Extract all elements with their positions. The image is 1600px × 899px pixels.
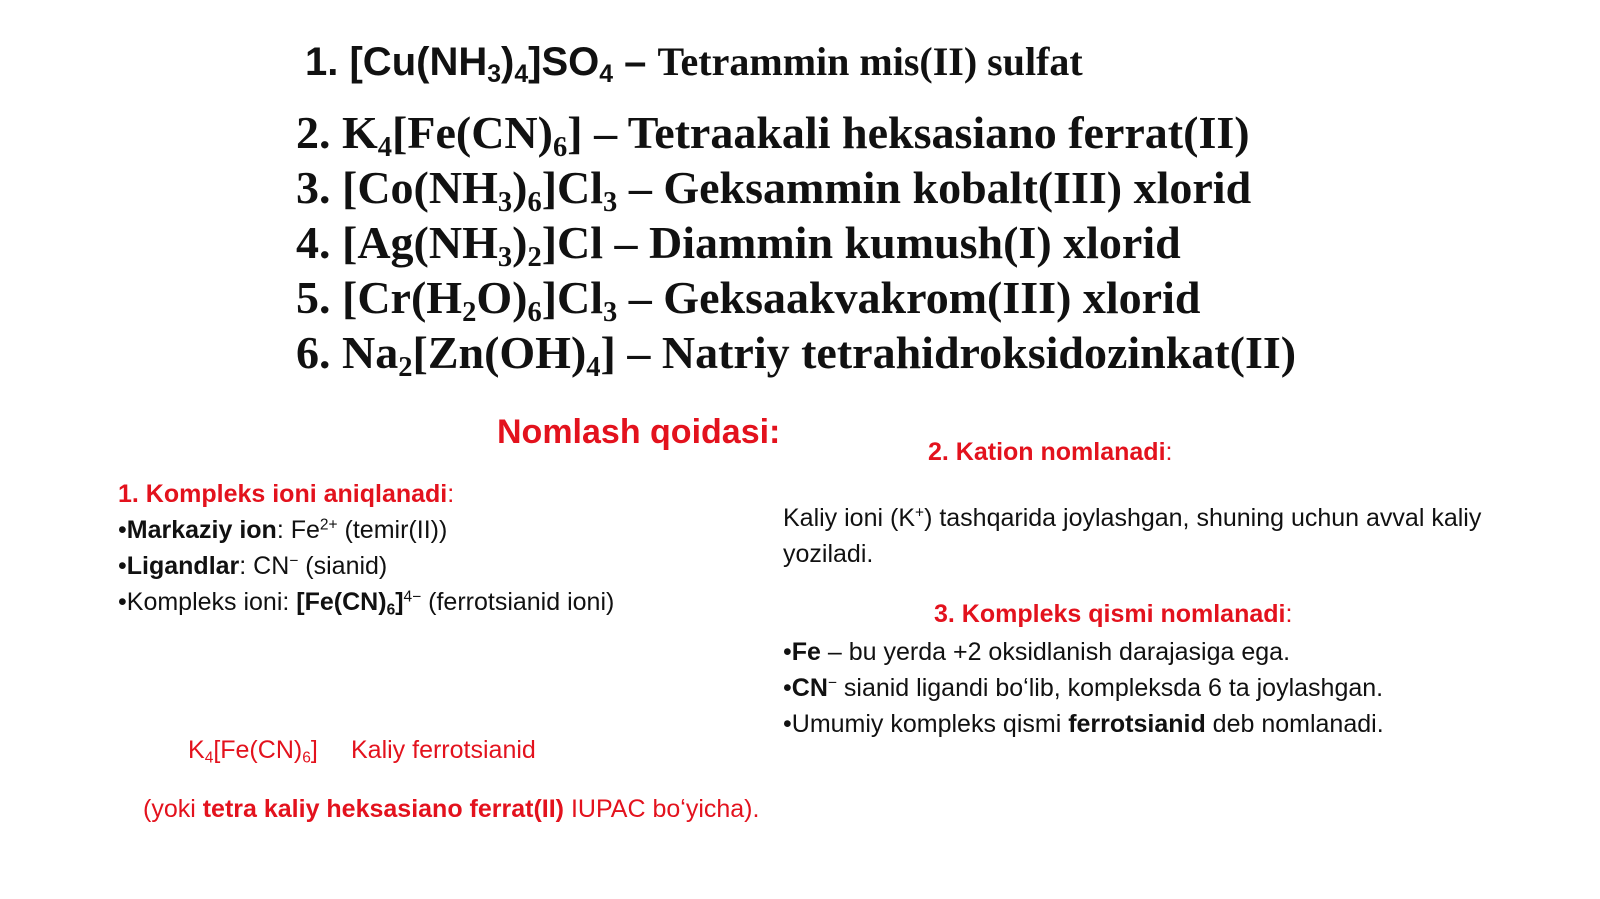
example-item-1: 1. $[Cu(NH_3)_4]SO_4$ – Tetrammin mis(II) sulfat — [305, 39, 1083, 88]
rule-title: Nomlash qoidasi: — [497, 413, 781, 451]
example-item-2: 2. $K_4[Fe(CN)_6]$ – Tetraakali heksasiano ferrat(II) — [296, 107, 1250, 163]
example-item-4: 4. $[Ag(NH_3)_2]Cl$ – Diammin kumush(I) xlorid — [296, 217, 1181, 273]
example-item-5: 5. $[Cr(H_2O)_6]Cl_3$ – Geksaakvakrom(III) xlorid — [296, 272, 1201, 328]
example-item-3: 3. $[Co(NH_3)_6]Cl_3$ – Geksammin kobalt(III) xlorid — [296, 162, 1252, 218]
step-1-block — [118, 476, 614, 620]
step-3-bullet-name: •Umumiy kompleks qismi ferrotsianid deb nomlanadi. — [783, 710, 1384, 738]
ligands-line: •Ligandlar: CN− (sianid) — [118, 552, 388, 580]
iupac-note: (yoki tetra kaliy heksasiano ferrat(II) IUPAC boʻyicha). — [143, 795, 760, 823]
example-formula: $K_4[Fe(CN)_6]$ — [188, 736, 318, 767]
step-2-title: 2. Kation nomlanadi: — [928, 438, 1173, 466]
complex-ion-line: •Kompleks ioni: $[Fe(CN)_6]^{4-}$ (ferrotsianid ioni) — [118, 588, 615, 619]
step-3-block — [783, 634, 1384, 742]
example-item-6: 6. $Na_2[Zn(OH)_4]$ – Natriy tetrahidroksidozinkat(II) — [296, 327, 1297, 383]
step-3-title: 3. Kompleks qismi nomlanadi: — [934, 600, 1293, 628]
example-name: Kaliy ferrotsianid — [351, 736, 536, 764]
central-ion-line: •Markaziy ion: $Fe^{2+}$ (temir(II)) — [118, 516, 448, 544]
step-2-text: Kaliy ioni (K+) tashqarida joylashgan, shuning uchun avval kaliy yoziladi. — [783, 504, 1482, 568]
step-3-bullet-fe: •Fe – bu yerda +2 oksidlanish darajasiga ega. — [783, 638, 1291, 666]
step-1-title: 1. Kompleks ioni aniqlanadi: — [118, 480, 455, 508]
step-3-bullet-cn: •CN− sianid ligandi boʻlib, kompleksda 6 ta joylashgan. — [783, 674, 1384, 702]
